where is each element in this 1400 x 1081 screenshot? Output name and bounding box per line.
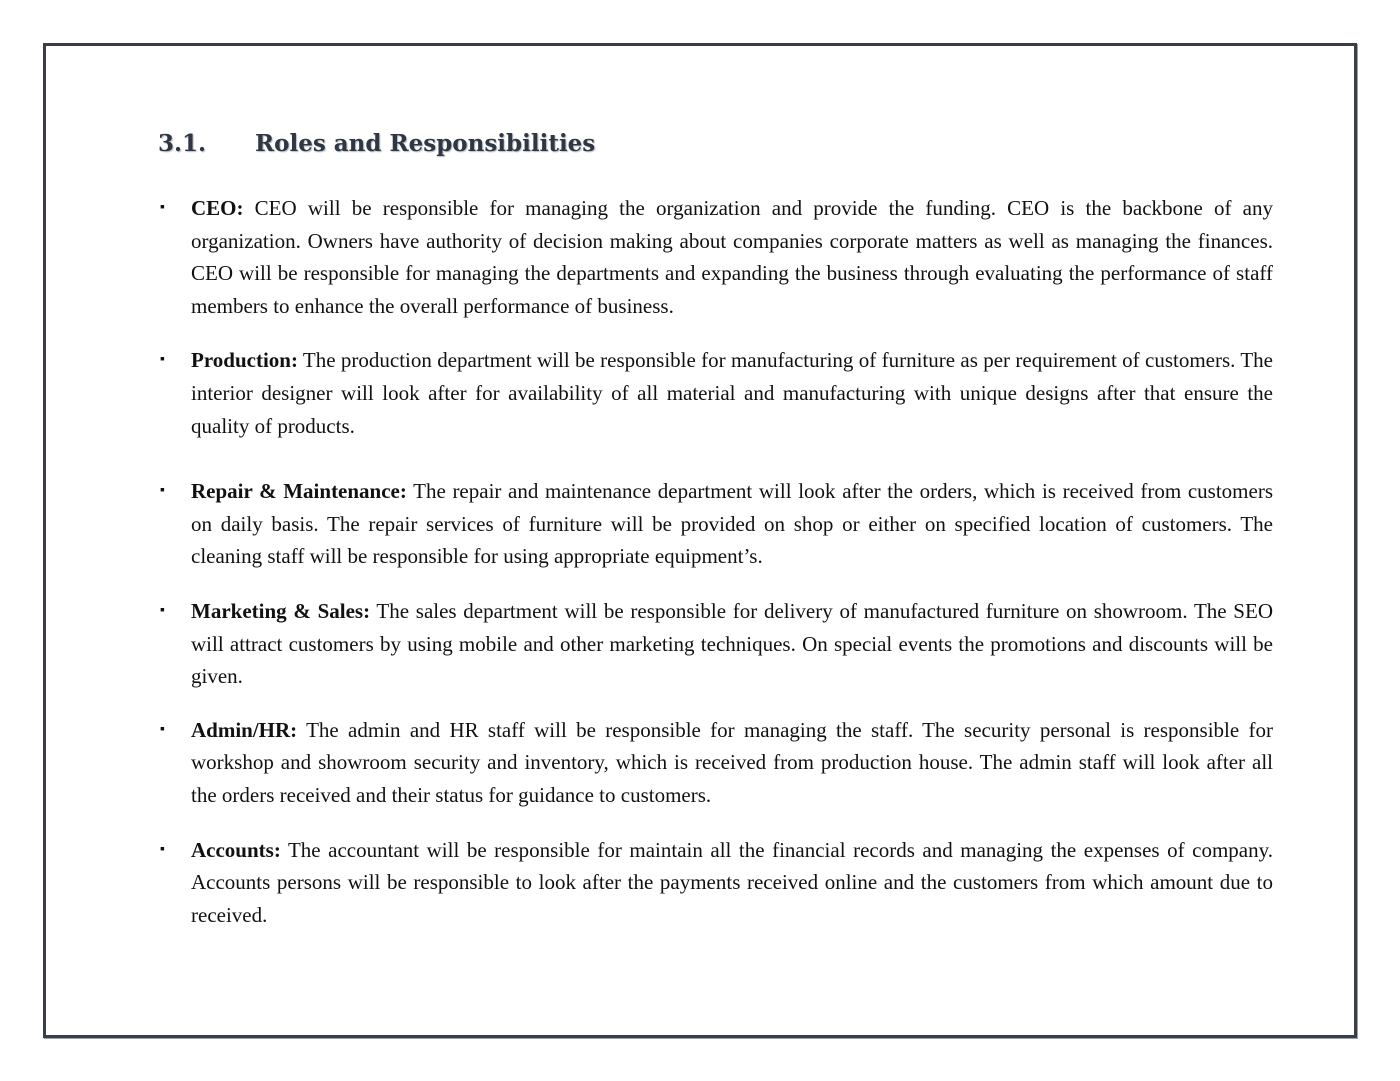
bullet-icon: ▪: [160, 483, 165, 499]
role-description: The repair and maintenance department will look after the orders, which is received from customers on daily basis. The repair services of furniture will be provided on shop or either on specified location of customers. The cleaning staff will be responsible for using appropriate equipment’s.: [191, 479, 1273, 569]
section-title: Roles and Responsibilities: [255, 130, 596, 157]
role-item-accounts: [160, 834, 1273, 932]
role-item-marketing-sales: [160, 595, 1273, 693]
role-title: Repair & Maintenance:: [191, 479, 407, 504]
role-item-admin-hr: [160, 714, 1273, 812]
role-item-repair-maintenance: [160, 475, 1273, 573]
role-title: Marketing & Sales:: [191, 598, 371, 623]
role-title: Production:: [191, 348, 298, 373]
section-number: 3.1.: [158, 130, 207, 157]
section-heading: [158, 130, 595, 157]
role-title: Accounts:: [191, 837, 281, 862]
role-description: The accountant will be responsible for maintain all the financial records and managing the expenses of company. Accounts persons will be responsible to look after the payments received online and the customers from which amount due to received.: [191, 837, 1273, 927]
roles-list: [160, 192, 1273, 931]
bullet-icon: ▪: [160, 721, 165, 737]
role-description: The production department will be responsible for manufacturing of furniture as per requirement of customers. The interior designer will look after for availability of all material and manufacturing with unique designs after that ensure the quality of products.: [191, 348, 1273, 438]
bullet-icon: ▪: [160, 841, 165, 857]
role-description: The sales department will be responsible for delivery of manufactured furniture on showroom. The SEO will attract customers by using mobile and other marketing techniques. On special events the promotions and discounts will be given.: [191, 598, 1273, 689]
role-title: CEO:: [191, 196, 244, 220]
bullet-icon: ▪: [160, 200, 165, 215]
role-description: The admin and HR staff will be responsible for managing the staff. The security personal is responsible for workshop and showroom security and inventory, which is received from production house. The admin staff will look after all the orders received and their status for guidance to customers.: [191, 717, 1273, 807]
bullet-icon: ▪: [160, 602, 165, 618]
role-item-production: [160, 344, 1273, 442]
role-description: CEO will be responsible for managing the organization and provide the funding. CEO is the backbone of any organization. Owners have authority of decision making about companies corporate matters as well as managing the finances. CEO will be responsible for managing the departments and expanding the business through evaluating the performance of staff members to enhance the overall performance of business.: [191, 196, 1273, 318]
role-title: Admin/HR:: [191, 717, 298, 742]
bullet-icon: ▪: [160, 352, 165, 368]
role-item-ceo: [160, 192, 1273, 322]
